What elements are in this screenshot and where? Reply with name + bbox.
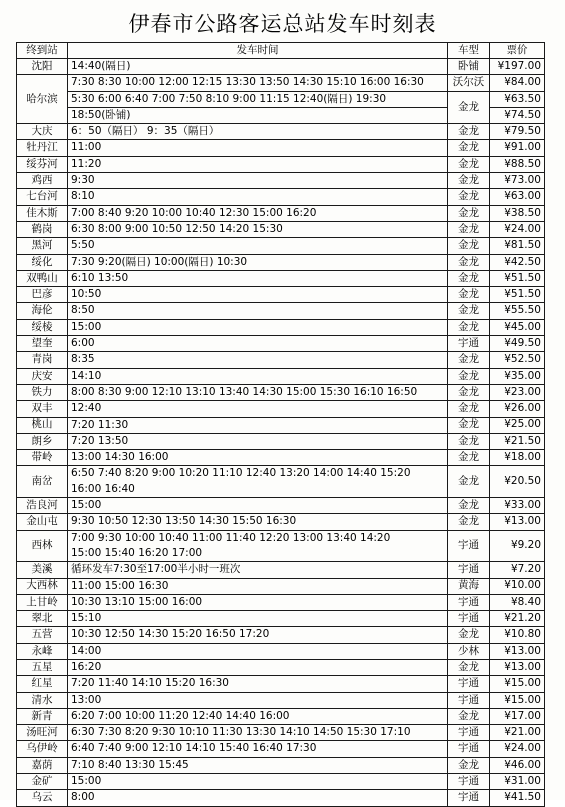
departure-times-cell [68, 221, 448, 237]
departure-times-line: 10:30 12:50 14:30 15:20 16:50 17:20 [71, 628, 270, 641]
bus-type-cell: 沃尔沃 [448, 75, 490, 91]
bus-type-cell: 金龙 [448, 708, 490, 724]
fare-cell: ¥15.00 [490, 676, 545, 692]
table-row [17, 741, 545, 757]
departure-times-line: 8:00 8:30 9:00 12:10 13:10 13:40 14:30 15:00 15:30 16:10 16:50 [71, 385, 418, 398]
table-row [17, 91, 545, 107]
departure-times-cell [68, 774, 448, 790]
departure-times-line: 11:00 15:00 16:30 [71, 579, 169, 592]
schedule-body [17, 59, 545, 807]
departure-times-cell [68, 270, 448, 286]
table-row [17, 124, 545, 140]
departure-times-line: 7:20 11:40 14:10 15:20 16:30 [71, 677, 229, 690]
fare-cell: ¥73.00 [490, 173, 545, 189]
destination-cell: 乌云 [17, 790, 68, 806]
fare-cell: ¥17.00 [490, 708, 545, 724]
destination-cell: 绥化 [17, 254, 68, 270]
bus-type-cell: 金龙 [448, 287, 490, 303]
page-title: 伊春市公路客运总站发车时刻表 [128, 12, 437, 36]
destination-cell: 海伦 [17, 303, 68, 319]
table-row [17, 401, 545, 417]
destination-cell: 清水 [17, 692, 68, 708]
bus-type-cell: 宇通 [448, 725, 490, 741]
table-row [17, 368, 545, 384]
departure-times-line: 6:20 7:00 10:00 11:20 12:40 14:40 16:00 [71, 709, 290, 722]
table-row [17, 205, 545, 221]
fare-cell: ¥9.20 [490, 530, 545, 562]
destination-cell: 黑河 [17, 238, 68, 254]
departure-times-cell [68, 514, 448, 530]
bus-type-cell: 金龙 [448, 368, 490, 384]
departure-times-cell [68, 562, 448, 578]
bus-type-cell: 金龙 [448, 514, 490, 530]
departure-times-cell [68, 627, 448, 643]
table-row [17, 287, 545, 303]
departure-times-line: 15:00 15:40 16:20 17:00 [71, 546, 203, 559]
table-row [17, 336, 545, 352]
destination-cell: 乌伊岭 [17, 741, 68, 757]
table-row [17, 790, 545, 806]
departure-times-line: 16:00 16:40 [71, 482, 135, 495]
table-row [17, 692, 545, 708]
destination-cell: 巴彦 [17, 287, 68, 303]
table-row [17, 319, 545, 335]
destination-cell: 绥棱 [17, 319, 68, 335]
departure-times-line: 16:20 [71, 660, 102, 673]
destination-cell: 汤旺河 [17, 725, 68, 741]
departure-times-line: 8:00 [71, 791, 95, 804]
destination-cell: 五营 [17, 627, 68, 643]
table-row [17, 774, 545, 790]
fare-cell: ¥33.00 [490, 498, 545, 514]
fare-cell: ¥24.00 [490, 221, 545, 237]
table-row [17, 270, 545, 286]
header-departure-times: 发车时间 [68, 43, 448, 59]
departure-times-line: 15:00 [71, 320, 102, 333]
bus-type-cell: 宇通 [448, 741, 490, 757]
departure-times-cell [68, 757, 448, 773]
destination-cell: 大庆 [17, 124, 68, 140]
fare-cell: ¥79.50 [490, 124, 545, 140]
destination-cell: 嘉荫 [17, 757, 68, 773]
departure-times-cell [68, 578, 448, 594]
departure-times-line: 7:00 9:30 10:00 10:40 11:00 11:40 12:20 13:00 13:40 14:20 [71, 531, 391, 544]
destination-cell: 上甘岭 [17, 594, 68, 610]
destination-cell: 金矿 [17, 774, 68, 790]
departure-times-line: 6：50（隔日） 9：35（隔日） [71, 125, 220, 138]
table-row [17, 514, 545, 530]
fare-cell: ¥25.00 [490, 417, 545, 433]
destination-cell: 七台河 [17, 189, 68, 205]
departure-times-line: 7:20 11:30 [71, 418, 129, 431]
departure-times-line: 7:10 8:40 13:30 15:45 [71, 758, 189, 771]
fare-cell: ¥21.20 [490, 611, 545, 627]
bus-type-cell: 宇通 [448, 692, 490, 708]
table-row [17, 676, 545, 692]
departure-times-cell [68, 676, 448, 692]
departure-times-cell [68, 530, 448, 562]
fare-cell: ¥13.00 [490, 514, 545, 530]
bus-type-cell: 卧铺 [448, 59, 490, 75]
departure-times-cell [68, 692, 448, 708]
fare-cell: ¥21.00 [490, 725, 545, 741]
departure-times-cell [68, 205, 448, 221]
table-row [17, 221, 545, 237]
departure-times-cell [68, 594, 448, 610]
departure-times-line: 循环发车7:30至17:00半小时一班次 [71, 563, 241, 576]
table-row [17, 173, 545, 189]
departure-times-line: 7:30 9:20(隔日) 10:00(隔日) 10:30 [71, 255, 248, 268]
table-row [17, 530, 545, 562]
departure-times-cell [68, 433, 448, 449]
table-row [17, 75, 545, 91]
fare-cell: ¥88.50 [490, 156, 545, 172]
table-row [17, 594, 545, 610]
fare-cell: ¥13.00 [490, 659, 545, 675]
destination-cell: 鹤岗 [17, 221, 68, 237]
bus-type-cell: 金龙 [448, 417, 490, 433]
departure-times-line: 7:20 13:50 [71, 434, 129, 447]
departure-times-cell [68, 368, 448, 384]
fare-cell: ¥74.50 [490, 107, 545, 123]
fare-cell: ¥63.00 [490, 189, 545, 205]
bus-type-cell: 金龙 [448, 352, 490, 368]
bus-type-cell: 宇通 [448, 562, 490, 578]
bus-type-cell: 宇通 [448, 336, 490, 352]
bus-type-cell: 金龙 [448, 319, 490, 335]
departure-times-line: 9:30 10:50 12:30 13:50 14:30 15:50 16:30 [71, 515, 297, 528]
bus-type-cell: 金龙 [448, 498, 490, 514]
table-row [17, 450, 545, 466]
departure-times-cell [68, 59, 448, 75]
table-header-row [17, 43, 545, 59]
fare-cell: ¥23.00 [490, 384, 545, 400]
departure-times-cell [68, 725, 448, 741]
table-row [17, 417, 545, 433]
departure-times-cell [68, 643, 448, 659]
departure-times-line: 8:50 [71, 304, 95, 317]
departure-times-line: 10:50 [71, 288, 102, 301]
fare-cell: ¥15.00 [490, 692, 545, 708]
departure-times-cell [68, 790, 448, 806]
table-row [17, 611, 545, 627]
fare-cell: ¥49.50 [490, 336, 545, 352]
bus-type-cell: 宇通 [448, 611, 490, 627]
bus-type-cell: 金龙 [448, 254, 490, 270]
table-row [17, 140, 545, 156]
departure-times-line: 11:20 [71, 157, 102, 170]
bus-type-cell: 宇通 [448, 774, 490, 790]
departure-times-cell [68, 384, 448, 400]
destination-cell: 望奎 [17, 336, 68, 352]
departure-times-cell [68, 352, 448, 368]
table-row [17, 433, 545, 449]
departure-times-line: 15:10 [71, 612, 102, 625]
fare-cell: ¥31.00 [490, 774, 545, 790]
departure-times-line: 14:00 [71, 644, 102, 657]
fare-cell: ¥51.50 [490, 270, 545, 286]
destination-cell: 青岗 [17, 352, 68, 368]
destination-cell: 美溪 [17, 562, 68, 578]
departure-times-line: 8:35 [71, 353, 95, 366]
departure-times-line: 10:30 13:10 15:00 16:00 [71, 595, 203, 608]
departure-times-line: 13:00 [71, 693, 102, 706]
destination-cell: 带岭 [17, 450, 68, 466]
departure-times-cell [68, 319, 448, 335]
bus-type-cell: 金龙 [448, 221, 490, 237]
table-row [17, 303, 545, 319]
bus-type-cell: 少林 [448, 643, 490, 659]
departure-times-cell [68, 611, 448, 627]
destination-cell: 金山屯 [17, 514, 68, 530]
departure-times-cell [68, 91, 448, 107]
destination-cell: 牡丹江 [17, 140, 68, 156]
departure-times-cell [68, 708, 448, 724]
departure-times-line: 6:00 [71, 337, 95, 350]
bus-type-cell: 金龙 [448, 205, 490, 221]
fare-cell: ¥45.00 [490, 319, 545, 335]
bus-type-cell: 金龙 [448, 140, 490, 156]
bus-type-cell: 金龙 [448, 238, 490, 254]
departure-times-line: 5:50 [71, 239, 95, 252]
table-row [17, 59, 545, 75]
table-row [17, 498, 545, 514]
departure-times-line: 14:10 [71, 369, 102, 382]
bus-type-cell: 宇通 [448, 676, 490, 692]
departure-times-line: 6:30 7:30 8:20 9:30 10:10 11:30 13:30 14:10 14:50 15:30 17:10 [71, 726, 411, 739]
table-row [17, 238, 545, 254]
destination-cell: 新青 [17, 708, 68, 724]
destination-cell: 铁力 [17, 384, 68, 400]
departure-times-cell [68, 401, 448, 417]
fare-cell: ¥21.50 [490, 433, 545, 449]
table-row [17, 659, 545, 675]
table-row [17, 466, 545, 498]
departure-times-cell [68, 124, 448, 140]
departure-times-cell [68, 659, 448, 675]
destination-cell: 桃山 [17, 417, 68, 433]
departure-times-cell [68, 107, 448, 123]
bus-type-cell: 黄海 [448, 578, 490, 594]
departure-times-line: 7:00 8:40 9:20 10:00 10:40 12:30 15:00 16:20 [71, 206, 317, 219]
departure-times-cell [68, 140, 448, 156]
bus-type-cell: 宇通 [448, 530, 490, 562]
departure-times-cell [68, 173, 448, 189]
departure-times-line: 5:30 6:00 6:40 7:00 7:50 8:10 9:00 11:15 12:40(隔日) 19:30 [71, 92, 387, 105]
bus-type-cell: 金龙 [448, 757, 490, 773]
departure-times-line: 14:40(隔日) [71, 60, 131, 72]
table-row [17, 643, 545, 659]
departure-times-cell [68, 254, 448, 270]
bus-type-cell: 宇通 [448, 594, 490, 610]
destination-cell: 双鸭山 [17, 270, 68, 286]
table-row [17, 189, 545, 205]
departure-times-line: 6:30 8:00 9:00 10:50 12:50 14:20 15:30 [71, 222, 283, 235]
table-row [17, 757, 545, 773]
departure-times-cell [68, 498, 448, 514]
bus-type-cell: 金龙 [448, 659, 490, 675]
bus-type-cell: 宇通 [448, 790, 490, 806]
bus-type-cell: 金龙 [448, 303, 490, 319]
departure-times-line: 18:50(卧铺) [71, 108, 131, 121]
departure-times-cell [68, 287, 448, 303]
table-row [17, 725, 545, 741]
fare-cell: ¥46.00 [490, 757, 545, 773]
fare-cell: ¥8.40 [490, 594, 545, 610]
fare-cell: ¥35.00 [490, 368, 545, 384]
fare-cell: ¥42.50 [490, 254, 545, 270]
departure-times-line: 15:00 [71, 775, 102, 788]
fare-cell: ¥20.50 [490, 466, 545, 498]
bus-type-cell: 金龙 [448, 401, 490, 417]
fare-cell: ¥24.00 [490, 741, 545, 757]
fare-cell: ¥41.50 [490, 790, 545, 806]
destination-cell: 沈阳 [17, 59, 68, 75]
departure-times-cell [68, 450, 448, 466]
destination-cell: 五星 [17, 659, 68, 675]
fare-cell: ¥7.20 [490, 562, 545, 578]
table-row [17, 708, 545, 724]
table-row [17, 254, 545, 270]
fare-cell: ¥10.00 [490, 578, 545, 594]
departure-times-line: 7:30 8:30 10:00 12:00 12:15 13:30 13:50 14:30 15:10 16:00 16:30 [71, 76, 424, 89]
bus-type-cell: 金龙 [448, 450, 490, 466]
destination-cell: 朗乡 [17, 433, 68, 449]
destination-cell: 哈尔滨 [17, 75, 68, 124]
bus-type-cell: 金龙 [448, 384, 490, 400]
table-row [17, 578, 545, 594]
destination-cell: 永峰 [17, 643, 68, 659]
fare-cell: ¥38.50 [490, 205, 545, 221]
departure-times-cell [68, 189, 448, 205]
table-row [17, 384, 545, 400]
bus-type-cell: 金龙 [448, 466, 490, 498]
departure-times-line: 6:10 13:50 [71, 271, 129, 284]
departure-times-cell [68, 303, 448, 319]
destination-cell: 庆安 [17, 368, 68, 384]
schedule-table [16, 42, 545, 807]
departure-times-line: 15:00 [71, 499, 102, 512]
departure-times-cell [68, 336, 448, 352]
destination-cell: 绥芬河 [17, 156, 68, 172]
departure-times-cell [68, 466, 448, 498]
destination-cell: 鸡西 [17, 173, 68, 189]
departure-times-cell [68, 238, 448, 254]
fare-cell: ¥13.00 [490, 643, 545, 659]
departure-times-line: 6:50 7:40 8:20 9:00 10:20 11:10 12:40 13:20 14:00 14:40 15:20 [71, 467, 411, 480]
destination-cell: 红星 [17, 676, 68, 692]
destination-cell: 浩良河 [17, 498, 68, 514]
departure-times-cell [68, 75, 448, 91]
bus-type-cell: 金龙 [448, 189, 490, 205]
destination-cell: 双丰 [17, 401, 68, 417]
departure-times-cell [68, 417, 448, 433]
fare-cell: ¥26.00 [490, 401, 545, 417]
fare-cell: ¥63.50 [490, 91, 545, 107]
destination-cell: 翠北 [17, 611, 68, 627]
bus-type-cell: 金龙 [448, 433, 490, 449]
fare-cell: ¥91.00 [490, 140, 545, 156]
destination-cell: 佳木斯 [17, 205, 68, 221]
destination-cell: 西林 [17, 530, 68, 562]
departure-times-cell [68, 741, 448, 757]
table-row [17, 627, 545, 643]
bus-type-cell: 金龙 [448, 156, 490, 172]
header-fare: 票价 [490, 43, 545, 59]
departure-times-line: 8:10 [71, 190, 95, 203]
table-row [17, 352, 545, 368]
header-destination: 终到站 [17, 43, 68, 59]
table-row [17, 562, 545, 578]
bus-type-cell: 金龙 [448, 173, 490, 189]
departure-times-line: 6:40 7:40 9:00 12:10 14:10 15:40 16:40 17:30 [71, 742, 317, 755]
bus-type-cell: 金龙 [448, 124, 490, 140]
fare-cell: ¥52.50 [490, 352, 545, 368]
destination-cell: 南岔 [17, 466, 68, 498]
departure-times-line: 12:40 [71, 402, 102, 415]
departure-times-line: 9:30 [71, 174, 95, 187]
fare-cell: ¥51.50 [490, 287, 545, 303]
destination-cell: 大西林 [17, 578, 68, 594]
fare-cell: ¥81.50 [490, 238, 545, 254]
header-bus-type: 车型 [448, 43, 490, 59]
fare-cell: ¥55.50 [490, 303, 545, 319]
fare-cell: ¥84.00 [490, 75, 545, 91]
fare-cell: ¥197.00 [490, 59, 545, 75]
departure-times-line: 11:00 [71, 141, 102, 154]
departure-times-line: 13:00 14:30 16:00 [71, 451, 169, 464]
fare-cell: ¥10.80 [490, 627, 545, 643]
fare-cell: ¥18.00 [490, 450, 545, 466]
bus-type-cell: 金龙 [448, 270, 490, 286]
departure-times-cell [68, 156, 448, 172]
table-row [17, 156, 545, 172]
bus-type-cell: 金龙 [448, 91, 490, 124]
bus-type-cell: 金龙 [448, 627, 490, 643]
